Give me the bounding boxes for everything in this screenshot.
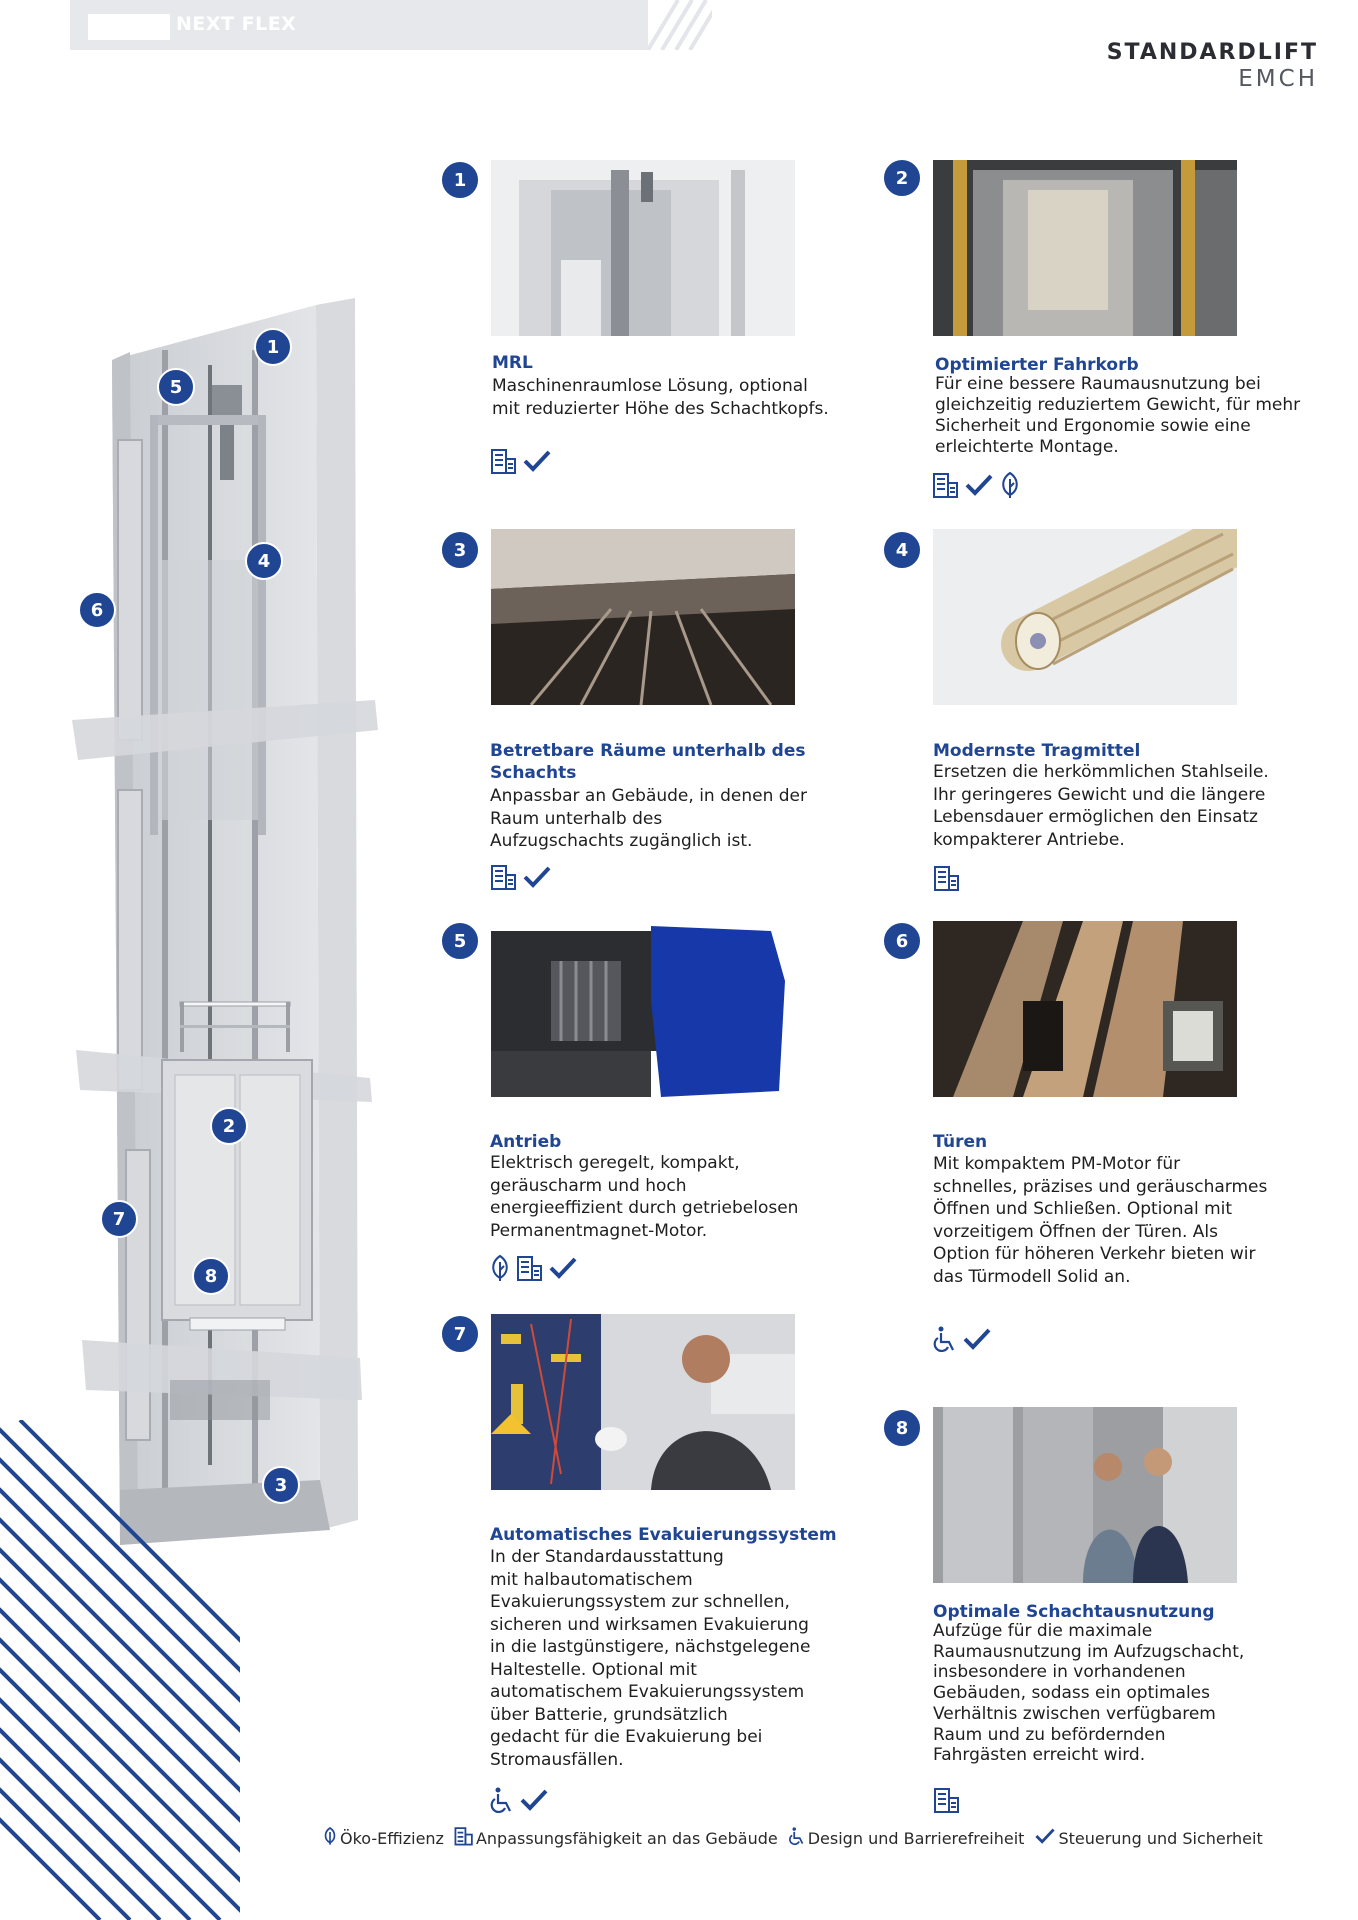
card-4-text-line: Ihr geringeres Gewicht und die längere xyxy=(933,784,1266,805)
card-1-text xyxy=(492,375,829,420)
card-4-text xyxy=(933,761,1269,851)
card-2-text-line: erleichterte Montage. xyxy=(935,437,1119,457)
diagram-marker-4: 4 xyxy=(245,542,283,580)
card-7-text-line: Stromausfällen. xyxy=(490,1749,624,1770)
legend-label: Steuerung und Sicherheit xyxy=(1058,1828,1263,1848)
card-5-photo xyxy=(491,921,795,1097)
card-4-text-line: kompakterer Antriebe. xyxy=(933,829,1125,850)
legend-label: Anpassungsfähigkeit an das Gebäude xyxy=(475,1828,778,1848)
card-3-text-line: Anpassbar an Gebäude, in denen der xyxy=(490,786,807,806)
card-3-title-line: Betretbare Räume unterhalb des xyxy=(490,741,806,761)
diagram-marker-6: 6 xyxy=(78,591,116,629)
card-8-text-line: Raumausnutzung im Aufzugschacht, xyxy=(933,1641,1245,1662)
card-7-text-line: mit halbautomatischem xyxy=(490,1569,693,1590)
building-icon xyxy=(516,1254,544,1282)
card-1-icons xyxy=(490,447,552,475)
card-1-title: MRL xyxy=(492,353,533,373)
card-8-text-line: Fahrgästen erreicht wird. xyxy=(933,1745,1146,1766)
card-1-text-line: mit reduzierter Höhe des Schachtkopfs. xyxy=(492,398,829,419)
card-8-text-line: Raum und zu befördernden xyxy=(933,1724,1166,1745)
card-6-text-line: schnelles, präzises und geräuscharmes xyxy=(933,1176,1268,1197)
card-7-badge: 7 xyxy=(440,1314,480,1354)
card-6-text-line: vorzeitigem Öffnen der Türen. Als xyxy=(933,1221,1218,1242)
card-8-photo xyxy=(933,1407,1237,1583)
card-7-icons xyxy=(489,1786,549,1814)
card-4-text-line: Ersetzen die herkömmlichen Stahlseile. xyxy=(933,762,1269,782)
card-6-text-line: Option für höheren Verkehr bieten wir xyxy=(933,1244,1256,1264)
legend-label: Öko-Effizienz xyxy=(340,1828,444,1848)
legend-item-building xyxy=(454,1826,778,1850)
card-7-text-line: gedacht für die Evakuierung bei xyxy=(490,1727,763,1747)
card-3-title xyxy=(490,740,806,784)
leaf-icon xyxy=(488,1254,512,1282)
brand-subname: EMCH xyxy=(1238,66,1318,92)
card-6-text-line: Mit kompaktem PM-Motor für xyxy=(933,1154,1181,1174)
card-7-text-line: Evakuierungssystem zur schnellen, xyxy=(490,1592,790,1612)
card-5-text xyxy=(490,1152,798,1242)
building-icon xyxy=(932,471,960,499)
wheelchair-icon xyxy=(489,1786,515,1814)
card-3-text xyxy=(490,785,807,853)
building-icon xyxy=(933,1786,961,1814)
header-stripes xyxy=(648,0,712,50)
card-8-text-line: Aufzüge für die maximale xyxy=(933,1621,1153,1641)
card-6-text-line: Öffnen und Schließen. Optional mit xyxy=(933,1199,1233,1219)
card-5-text-line: geräuscharm und hoch xyxy=(490,1175,687,1196)
check-icon xyxy=(1034,1826,1056,1850)
card-8-text xyxy=(933,1621,1244,1766)
card-4-badge: 4 xyxy=(882,530,922,570)
card-1-badge: 1 xyxy=(440,160,480,200)
card-2-title: Optimierter Fahrkorb xyxy=(935,355,1139,375)
leaf-icon xyxy=(998,471,1022,499)
card-7-text-line: automatischem Evakuierungssystem xyxy=(490,1682,805,1702)
check-icon xyxy=(964,471,994,499)
card-6-badge: 6 xyxy=(882,921,922,961)
card-5-badge: 5 xyxy=(440,921,480,961)
card-6-title: Türen xyxy=(933,1132,988,1152)
brand-name: STANDARDLIFT xyxy=(1106,40,1318,65)
check-icon xyxy=(962,1325,992,1353)
card-5-text-line: Elektrisch geregelt, kompakt, xyxy=(490,1153,740,1173)
building-icon xyxy=(490,447,518,475)
card-3-photo xyxy=(491,529,795,705)
card-3-title-line: Schachts xyxy=(490,763,577,783)
leaf-icon xyxy=(322,1826,338,1850)
card-7-text-line: in die lastgünstigere, nächstgelegene xyxy=(490,1637,811,1657)
card-2-text-line: Für eine bessere Raumausnutzung bei xyxy=(935,374,1261,394)
card-2-icons xyxy=(932,471,1022,499)
card-8-title: Optimale Schachtausnutzung xyxy=(933,1602,1215,1622)
card-7-text-line: In der Standardausstattung xyxy=(490,1547,724,1567)
card-4-text-line: Lebensdauer ermöglichen den Einsatz xyxy=(933,807,1258,827)
card-6-icons xyxy=(932,1325,992,1353)
check-icon xyxy=(519,1786,549,1814)
card-4-title: Modernste Tragmittel xyxy=(933,741,1141,761)
card-8-text-line: Gebäuden, sodass ein optimales xyxy=(933,1683,1210,1704)
card-5-title: Antrieb xyxy=(490,1132,562,1152)
decorative-stripes xyxy=(0,1420,240,1920)
legend-item-eco xyxy=(322,1826,444,1850)
icon-legend xyxy=(322,1826,1263,1850)
legend-item-safety xyxy=(1034,1826,1262,1850)
card-2-photo xyxy=(933,160,1237,336)
card-2-text-line: gleichzeitig reduziertem Gewicht, für mehr xyxy=(935,395,1301,415)
card-5-text-line: energieeffizient durch getriebelosen xyxy=(490,1198,799,1218)
check-icon xyxy=(548,1254,578,1282)
building-icon xyxy=(490,863,518,891)
building-icon xyxy=(933,864,961,892)
diagram-marker-8: 8 xyxy=(192,1257,230,1295)
legend-item-accessibility xyxy=(788,1826,1025,1850)
diagram-marker-5: 5 xyxy=(157,368,195,406)
wheelchair-icon xyxy=(788,1826,806,1850)
card-7-photo xyxy=(491,1314,795,1490)
card-6-photo xyxy=(933,921,1237,1097)
card-3-icons xyxy=(490,863,552,891)
card-3-text-line: Aufzugschachts zugänglich ist. xyxy=(490,831,753,851)
building-icon xyxy=(454,1826,474,1850)
check-icon xyxy=(522,863,552,891)
check-icon xyxy=(522,447,552,475)
header-logo-box xyxy=(88,14,170,40)
card-8-text-line: Verhältnis zwischen verfügbarem xyxy=(933,1703,1216,1724)
card-1-text-line: Maschinenraumlose Lösung, optional xyxy=(492,376,808,396)
card-7-text-line: Haltestelle. Optional mit xyxy=(490,1659,697,1680)
diagram-marker-2: 2 xyxy=(210,1107,248,1145)
card-5-text-line: Permanentmagnet-Motor. xyxy=(490,1220,708,1241)
card-1-photo xyxy=(491,160,795,336)
card-2-badge: 2 xyxy=(882,158,922,198)
card-4-icons xyxy=(933,864,961,892)
card-7-text-line: sicheren und wirksamen Evakuierung xyxy=(490,1614,809,1635)
card-5-icons xyxy=(488,1254,578,1282)
card-7-text xyxy=(490,1546,810,1771)
card-3-text-line: Raum unterhalb des xyxy=(490,808,663,829)
card-3-badge: 3 xyxy=(440,530,480,570)
card-7-title: Automatisches Evakuierungssystem xyxy=(490,1525,837,1545)
wheelchair-icon xyxy=(932,1325,958,1353)
card-2-text xyxy=(935,374,1300,458)
card-8-icons xyxy=(933,1786,961,1814)
diagram-marker-3: 3 xyxy=(262,1466,300,1504)
card-6-text-line: das Türmodell Solid an. xyxy=(933,1266,1131,1287)
card-8-text-line: insbesondere in vorhandenen xyxy=(933,1662,1186,1683)
card-4-photo xyxy=(933,529,1237,705)
legend-label: Design und Barrierefreiheit xyxy=(807,1828,1025,1848)
elevator-shaft-diagram xyxy=(0,290,390,1590)
card-6-text xyxy=(933,1153,1267,1288)
product-name: NEXT FLEX xyxy=(176,13,297,35)
diagram-marker-7: 7 xyxy=(100,1200,138,1238)
diagram-marker-1: 1 xyxy=(254,328,292,366)
card-8-badge: 8 xyxy=(882,1408,922,1448)
card-2-text-line: Sicherheit und Ergonomie sowie eine xyxy=(935,416,1251,436)
card-7-text-line: über Batterie, grundsätzlich xyxy=(490,1704,728,1725)
